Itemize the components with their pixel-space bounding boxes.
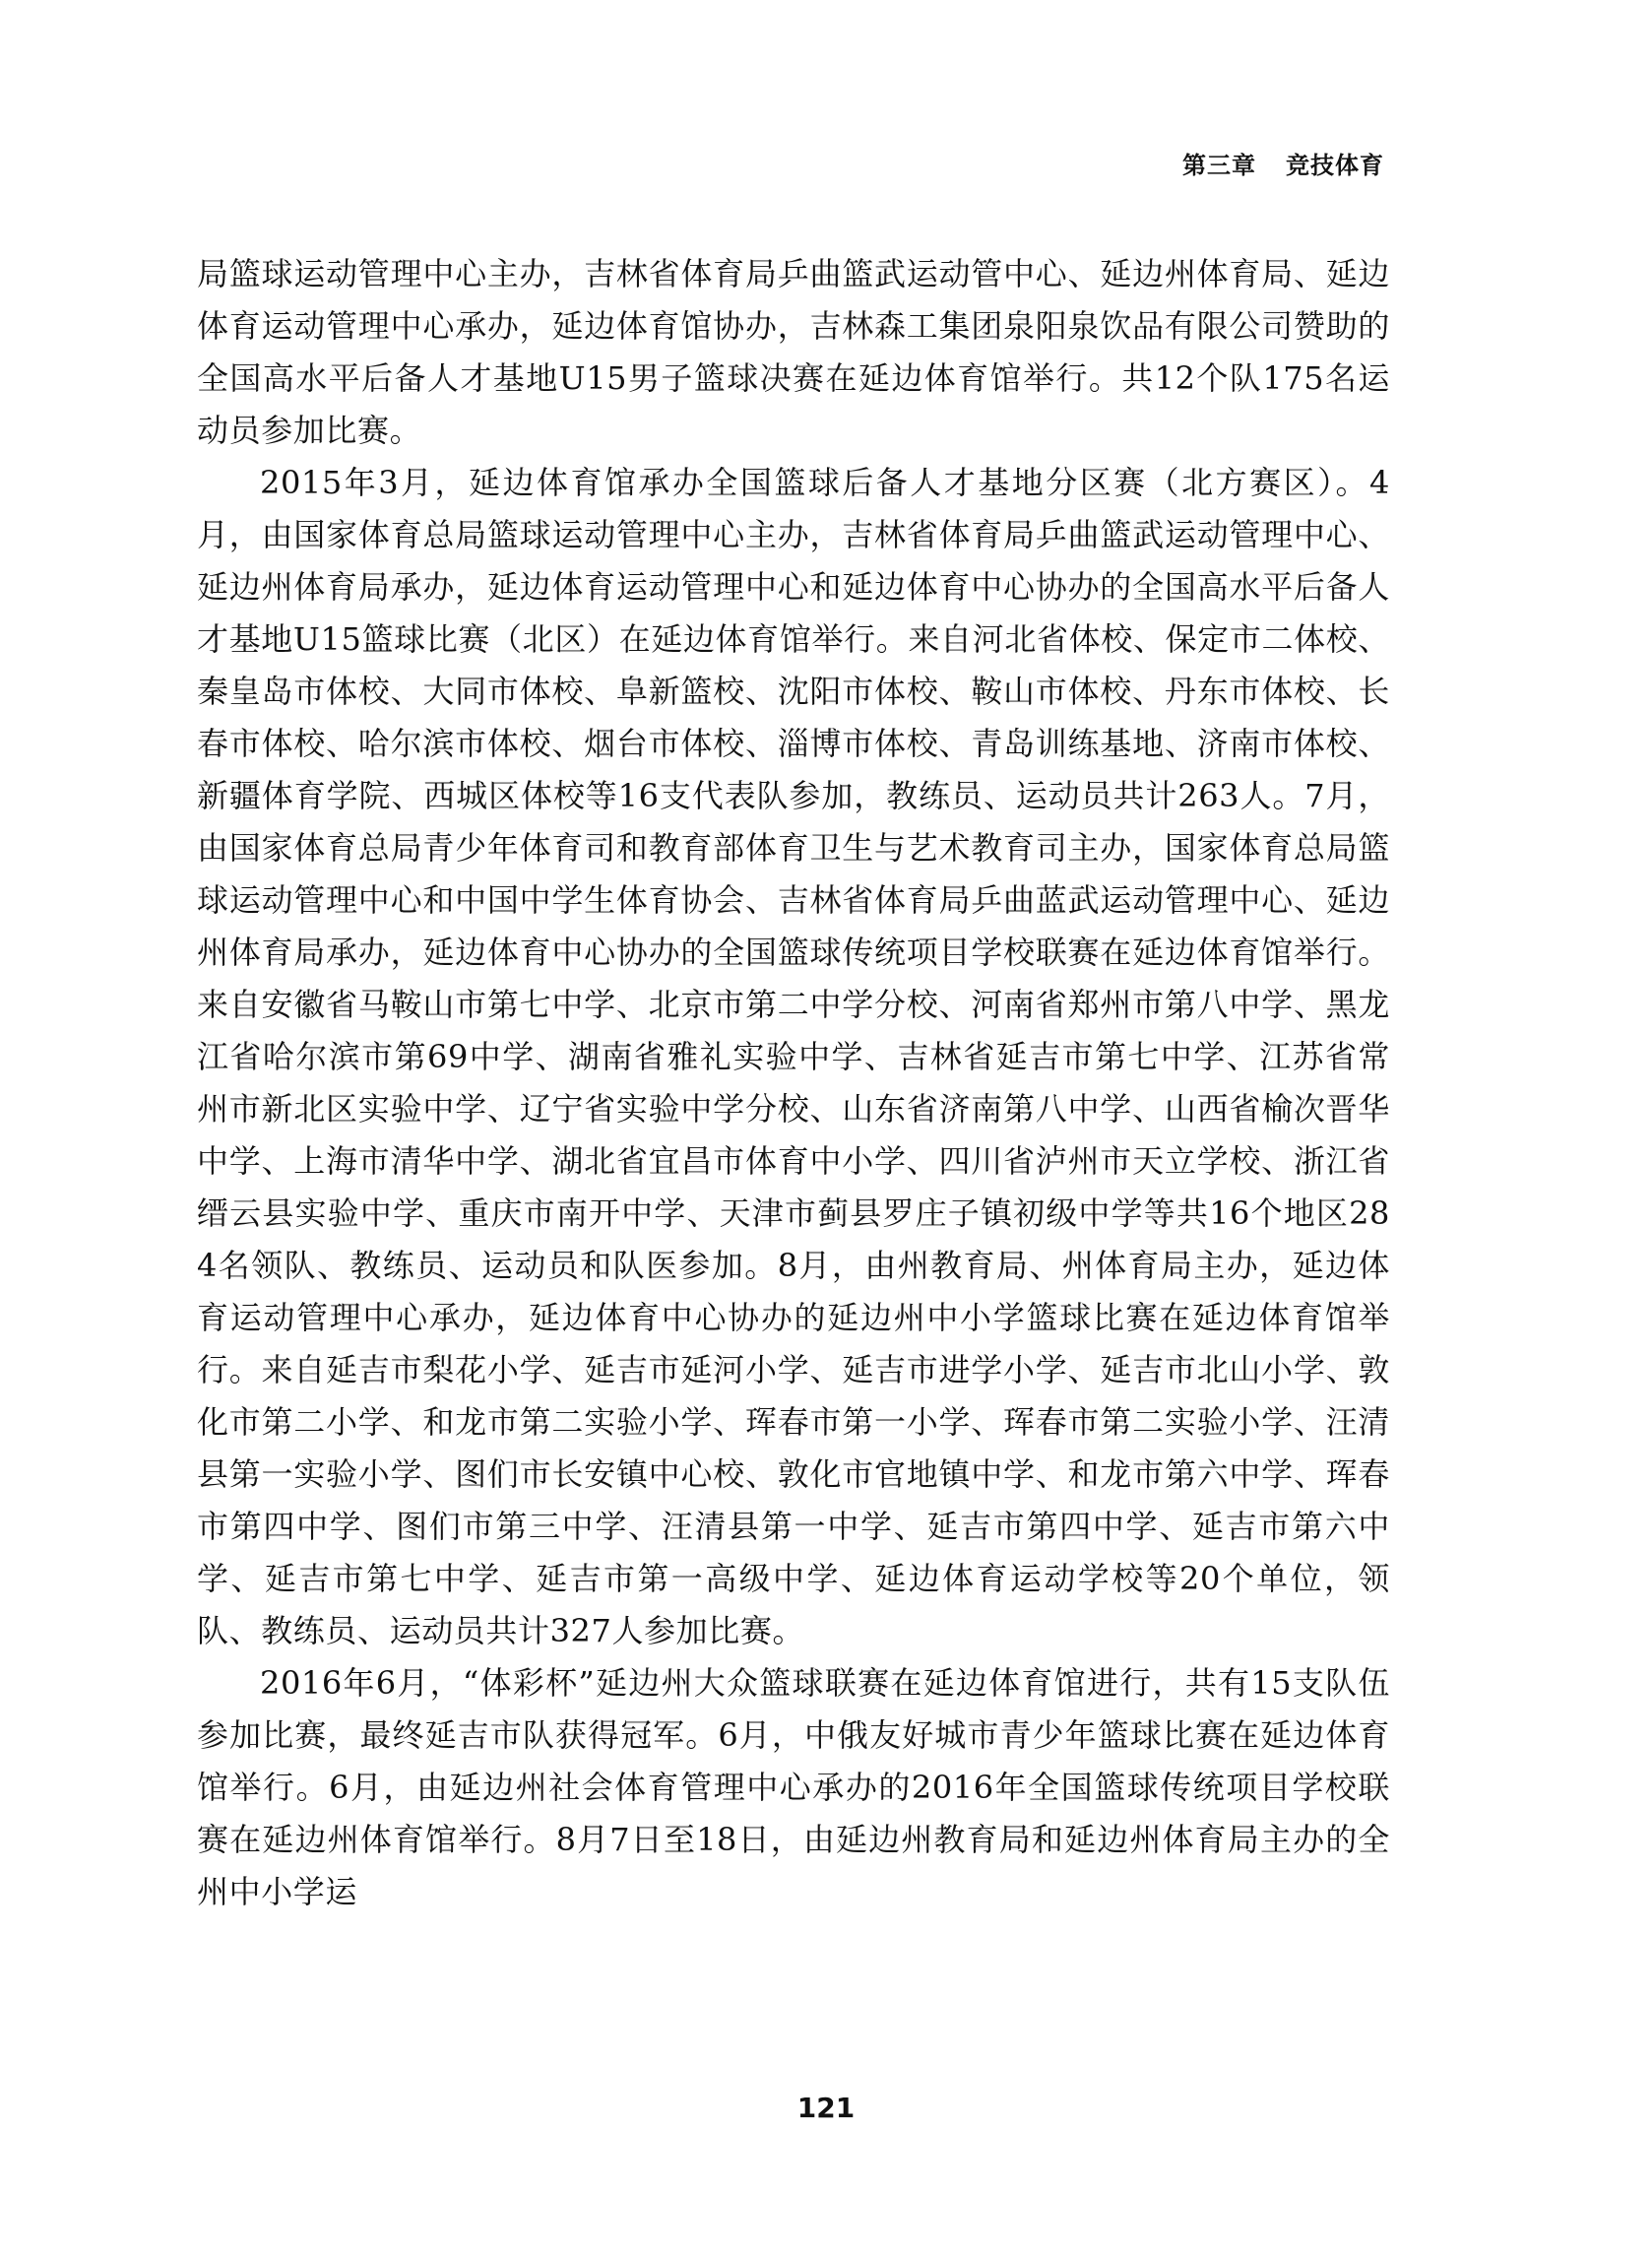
section-label: 竞技体育 (1286, 152, 1384, 179)
running-header (1182, 146, 1384, 180)
paragraph-2015: 2015年3月，延边体育馆承办全国篮球后备人才基地分区赛（北方赛区）。4月，由国家体育总局篮球运动管理中心主办，吉林省体育局乒曲篮武运动管理中心、延边州体育局承办，延边体育运动管理中心和延边体育中心协办的全国高水平后备人才基地U15篮球比赛（北区）在延边体育馆举行。来自河北省体校、保定市二体校、秦皇岛市体校、大同市体校、阜新篮校、沈阳市体校、鞍山市体校、丹东市体校、长春市体校、哈尔滨市体校、烟台市体校、淄博市体校、青岛训练基地、济南市体校、新疆体育学院、西城区体校等16支代表队参加，教练员、运动员共计263人。7月，由国家体育总局青少年体育司和教育部体育卫生与艺术教育司主办，国家体育总局篮球运动管理中心和中国中学生体育协会、吉林省体育局乒曲蓝武运动管理中心、延边州体育局承办，延边体育中心协办的全国篮球传统项目学校联赛在延边体育馆举行。来自安徽省马鞍山市第七中学、北京市第二中学分校、河南省郑州市第八中学、黑龙江省哈尔滨市第69中学、湖南省雅礼实验中学、吉林省延吉市第七中学、江苏省常州市新北区实验中学、辽宁省实验中学分校、山东省济南第八中学、山西省榆次晋华中学、上海市清华中学、湖北省宜昌市体育中小学、四川省泸州市天立学校、浙江省缙云县实验中学、重庆市南开中学、天津市蓟县罗庄子镇初级中学等共16个地区284名领队、教练员、运动员和队医参加。8月，由州教育局、州体育局主办，延边体育运动管理中心承办，延边体育中心协办的延边州中小学篮球比赛在延边体育馆举行。来自延吉市梨花小学、延吉市延河小学、延吉市进学小学、延吉市北山小学、敦化市第二小学、和龙市第二实验小学、珲春市第一小学、珲春市第二实验小学、汪清县第一实验小学、图们市长安镇中心校、敦化市官地镇中学、和龙市第六中学、珲春市第四中学、图们市第三中学、汪清县第一中学、延吉市第四中学、延吉市第六中学、延吉市第七中学、延吉市第一高级中学、延边体育运动学校等20个单位，领队、教练员、运动员共计327人参加比赛。 (197, 464, 1390, 1649)
paragraph-2016: 2016年6月，“体彩杯”延边州大众篮球联赛在延边体育馆进行，共有15支队伍参加比赛，最终延吉市队获得冠军。6月，中俄友好城市青少年篮球比赛在延边体育馆举行。6月，由延边州社会体育管理中心承办的2016年全国篮球传统项目学校联赛在延边州体育馆举行。8月7日至18日，由延边州教育局和延边州体育局主办的全州中小学运 (197, 1664, 1390, 1910)
body-text (197, 248, 1390, 1918)
paragraph-continuation: 局篮球运动管理中心主办，吉林省体育局乒曲篮武运动管中心、延边州体育局、延边体育运动管理中心承办，延边体育馆协办，吉林森工集团泉阳泉饮品有限公司赞助的全国高水平后备人才基地U15男子篮球决赛在延边体育馆举行。共12个队175名运动员参加比赛。 (197, 255, 1390, 449)
chapter-label: 第三章 (1182, 152, 1256, 179)
page-number: 121 (796, 2092, 856, 2124)
